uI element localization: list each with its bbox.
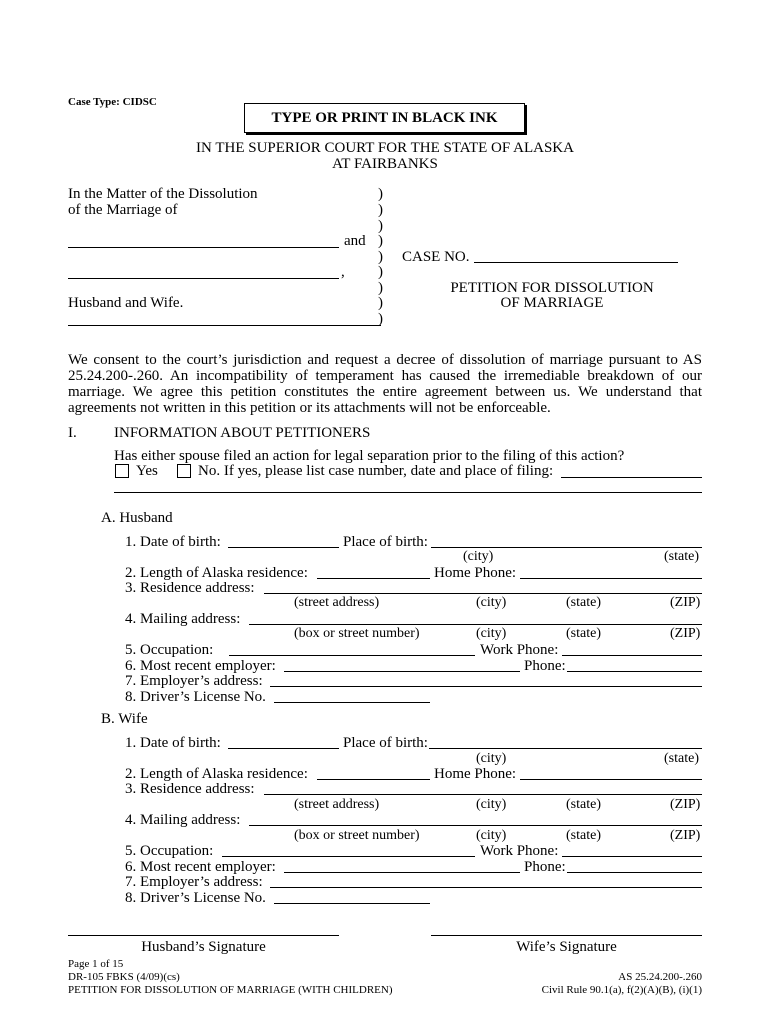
- wife-pob-field[interactable]: [429, 748, 702, 749]
- husband-dob-field[interactable]: [228, 547, 339, 548]
- wife-employer-label: 6. Most recent employer:: [125, 859, 276, 875]
- husband-res-state: (state): [566, 595, 601, 610]
- caption-paren: ): [378, 249, 383, 265]
- husband-mail-zip: (ZIP): [670, 626, 701, 641]
- wife-mail-zip: (ZIP): [670, 828, 701, 843]
- and-label: and: [344, 233, 366, 249]
- caption-bottom-rule: [68, 325, 381, 326]
- wife-residence-address-label: 3. Residence address:: [125, 781, 255, 797]
- husband-heading: A. Husband: [101, 510, 173, 526]
- husband-res-zip: (ZIP): [670, 595, 701, 610]
- husband-employer-phone-label: Phone:: [524, 658, 566, 674]
- caption-paren: ): [378, 295, 383, 311]
- caption-paren: ): [378, 202, 383, 218]
- filing-info-field-line2[interactable]: [114, 492, 702, 493]
- wife-employer-address-label: 7. Employer’s address:: [125, 874, 263, 890]
- party1-name-field[interactable]: [68, 247, 339, 248]
- ink-notice-box: TYPE OR PRINT IN BLACK INK: [244, 103, 525, 133]
- wife-license-field[interactable]: [274, 903, 430, 904]
- husband-work-phone-field[interactable]: [562, 655, 702, 656]
- husband-employer-field[interactable]: [284, 671, 520, 672]
- wife-signature-label: Wife’s Signature: [516, 939, 617, 955]
- case-no-label: CASE NO.: [402, 249, 470, 265]
- husband-home-phone-field[interactable]: [520, 578, 702, 579]
- wife-license-label: 8. Driver’s License No.: [125, 890, 266, 906]
- section-number: I.: [68, 425, 77, 441]
- statute-reference: AS 25.24.200-.260: [618, 971, 702, 983]
- husband-and-wife-label: Husband and Wife.: [68, 295, 184, 311]
- wife-res-zip: (ZIP): [670, 797, 701, 812]
- wife-mail-state: (state): [566, 828, 601, 843]
- wife-mailing-address-field[interactable]: [249, 825, 702, 826]
- husband-employer-address-label: 7. Employer’s address:: [125, 673, 263, 689]
- wife-work-phone-field[interactable]: [562, 856, 702, 857]
- husband-res-city: (city): [476, 595, 507, 610]
- wife-res-state: (state): [566, 797, 601, 812]
- husband-employer-label: 6. Most recent employer:: [125, 658, 276, 674]
- wife-residence-address-field[interactable]: [264, 794, 702, 795]
- petition-title-2: OF MARRIAGE: [500, 295, 604, 311]
- wife-employer-phone-field[interactable]: [567, 872, 702, 873]
- husband-mail-state: (state): [566, 626, 601, 641]
- husband-license-field[interactable]: [274, 702, 430, 703]
- caption-paren: ): [378, 264, 383, 280]
- yes-label: Yes: [136, 463, 158, 479]
- wife-pob-city: (city): [476, 751, 507, 766]
- wife-employer-field[interactable]: [284, 872, 520, 873]
- page-number: Page 1 of 15: [68, 958, 124, 970]
- caption-paren: ): [378, 218, 383, 234]
- husband-license-label: 8. Driver’s License No.: [125, 689, 266, 705]
- husband-mail-box: (box or street number): [294, 626, 420, 641]
- wife-res-street: (street address): [294, 797, 380, 812]
- yes-checkbox[interactable]: [115, 464, 129, 478]
- husband-mailing-address-label: 4. Mailing address:: [125, 611, 241, 627]
- husband-signature-line[interactable]: [68, 935, 339, 936]
- case-type: Case Type: CIDSC: [68, 96, 157, 108]
- caption-paren: ): [378, 233, 383, 249]
- husband-home-phone-label: Home Phone:: [434, 565, 517, 581]
- wife-pob-state: (state): [664, 751, 699, 766]
- wife-employer-phone-label: Phone:: [524, 859, 566, 875]
- wife-signature-line[interactable]: [431, 935, 702, 936]
- husband-mail-city: (city): [476, 626, 507, 641]
- husband-pob-field[interactable]: [431, 547, 702, 548]
- wife-occupation-field[interactable]: [222, 856, 475, 857]
- wife-mailing-address-label: 4. Mailing address:: [125, 812, 241, 828]
- husband-dob-label: 1. Date of birth:: [125, 534, 221, 550]
- filing-info-field[interactable]: [561, 477, 702, 478]
- consent-paragraph: We consent to the court’s jurisdiction and request a decree of dissolution of marriage pursuant to AS 25.24.200-.260. An incompatibility of temperament has caused the irremediable breakdown of our marriage. We agree this petition constitutes the entire agreement between us. We understand that agreements not written in this petition or its attachments will not be enforceable.: [68, 352, 702, 416]
- husband-occupation-label: 5. Occupation:: [125, 642, 214, 658]
- court-name: IN THE SUPERIOR COURT FOR THE STATE OF ALASKA: [196, 140, 574, 156]
- wife-pob-label: Place of birth:: [343, 735, 428, 751]
- caption-paren: ): [378, 311, 383, 327]
- form-title: PETITION FOR DISSOLUTION OF MARRIAGE (WITH CHILDREN): [68, 984, 393, 996]
- wife-home-phone-field[interactable]: [520, 779, 702, 780]
- husband-residence-length-field[interactable]: [317, 578, 430, 579]
- separation-question: Has either spouse filed an action for legal separation prior to the filing of this action?: [114, 448, 625, 464]
- caption-paren: ): [378, 186, 383, 202]
- wife-mail-box: (box or street number): [294, 828, 420, 843]
- husband-residence-address-label: 3. Residence address:: [125, 580, 255, 596]
- wife-heading: B. Wife: [101, 711, 148, 727]
- wife-res-city: (city): [476, 797, 507, 812]
- no-label: No. If yes, please list case number, date and place of filing:: [198, 463, 554, 479]
- husband-residence-length-label: 2. Length of Alaska residence:: [125, 565, 308, 581]
- husband-residence-address-field[interactable]: [264, 593, 702, 594]
- husband-res-street: (street address): [294, 595, 380, 610]
- wife-dob-field[interactable]: [228, 748, 339, 749]
- husband-employer-phone-field[interactable]: [567, 671, 702, 672]
- wife-work-phone-label: Work Phone:: [480, 843, 559, 859]
- case-no-field[interactable]: [474, 262, 678, 263]
- no-checkbox[interactable]: [177, 464, 191, 478]
- husband-work-phone-label: Work Phone:: [480, 642, 559, 658]
- court-location: AT FAIRBANKS: [332, 156, 438, 172]
- husband-occupation-field[interactable]: [229, 655, 475, 656]
- husband-mailing-address-field[interactable]: [249, 624, 702, 625]
- caption-paren: ): [378, 280, 383, 296]
- wife-occupation-label: 5. Occupation:: [125, 843, 214, 859]
- form-id: DR-105 FBKS (4/09)(cs): [68, 971, 180, 983]
- matter-line-1: In the Matter of the Dissolution: [68, 186, 258, 202]
- section-title: INFORMATION ABOUT PETITIONERS: [114, 425, 371, 441]
- comma-label: ,: [341, 264, 345, 280]
- husband-pob-label: Place of birth:: [343, 534, 428, 550]
- wife-employer-address-field[interactable]: [270, 887, 702, 888]
- wife-residence-length-field[interactable]: [317, 779, 430, 780]
- husband-pob-state: (state): [664, 549, 699, 564]
- wife-residence-length-label: 2. Length of Alaska residence:: [125, 766, 308, 782]
- wife-mail-city: (city): [476, 828, 507, 843]
- husband-pob-city: (city): [463, 549, 494, 564]
- husband-employer-address-field[interactable]: [270, 686, 702, 687]
- civil-rule-reference: Civil Rule 90.1(a), f(2)(A)(B), (i)(1): [541, 984, 702, 996]
- matter-line-2: of the Marriage of: [68, 202, 178, 218]
- husband-signature-label: Husband’s Signature: [141, 939, 266, 955]
- wife-home-phone-label: Home Phone:: [434, 766, 517, 782]
- petition-title-1: PETITION FOR DISSOLUTION: [450, 280, 654, 296]
- wife-dob-label: 1. Date of birth:: [125, 735, 221, 751]
- party2-name-field[interactable]: [68, 278, 339, 279]
